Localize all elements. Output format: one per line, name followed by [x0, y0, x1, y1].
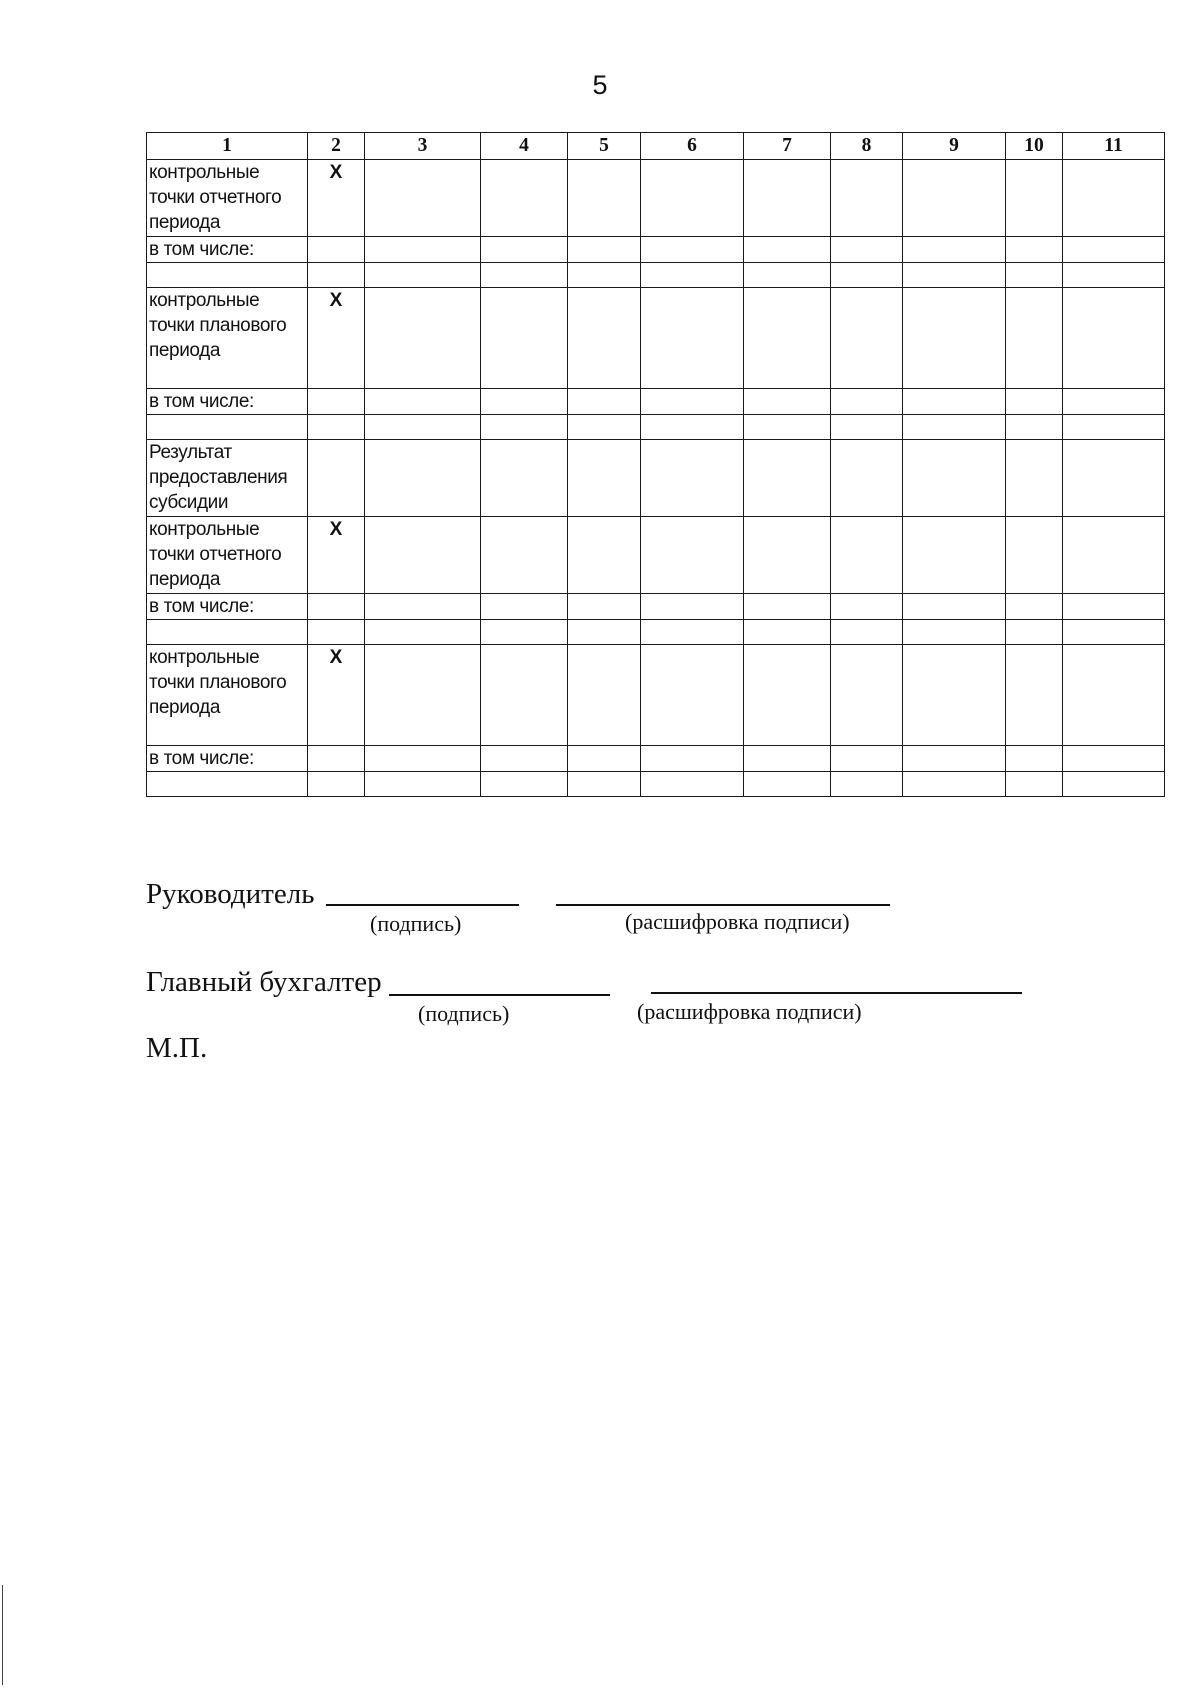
row-label: контрольные точки планового периода [147, 288, 308, 389]
table-row [147, 440, 1165, 517]
table-cell [1006, 746, 1063, 772]
head-signature-caption: (подпись) [370, 911, 462, 936]
row-mark [308, 594, 365, 620]
row-label: в том числе: [147, 746, 308, 772]
table-cell [744, 389, 831, 415]
table-cell [831, 160, 903, 237]
table-cell [831, 517, 903, 594]
table-cell [641, 517, 744, 594]
column-header: 5 [568, 133, 641, 160]
table-row [147, 237, 1165, 263]
table-cell [481, 440, 568, 517]
seal-label: М.П. [146, 1032, 208, 1064]
table-row [147, 160, 1165, 237]
chief-accountant-label: Главный бухгалтер [146, 966, 382, 998]
table-cell [744, 263, 831, 288]
table-cell [568, 620, 641, 645]
table-cell [903, 772, 1006, 797]
row-label [147, 415, 308, 440]
table-cell [481, 620, 568, 645]
table-cell [1063, 440, 1165, 517]
column-header: 2 [308, 133, 365, 160]
table-row [147, 746, 1165, 772]
table-cell [1006, 237, 1063, 263]
table-cell [568, 594, 641, 620]
row-mark [308, 620, 365, 645]
table-cell [831, 620, 903, 645]
table-cell [481, 160, 568, 237]
row-label: Результат предоставления субсидии [147, 440, 308, 517]
table-cell [1063, 288, 1165, 389]
table-cell [744, 645, 831, 746]
table-cell [831, 594, 903, 620]
table-cell [831, 263, 903, 288]
table-cell [641, 160, 744, 237]
table-cell [641, 415, 744, 440]
table-cell [365, 517, 481, 594]
table-cell [1006, 160, 1063, 237]
table-cell [568, 440, 641, 517]
table-cell [1063, 389, 1165, 415]
table-cell [568, 389, 641, 415]
table-cell [831, 389, 903, 415]
chief-accountant-decoding-caption: (расшифровка подписи) [637, 999, 862, 1024]
table-cell [481, 415, 568, 440]
table-cell [481, 237, 568, 263]
table-cell [1006, 263, 1063, 288]
row-label [147, 263, 308, 288]
row-label: в том числе: [147, 237, 308, 263]
table-cell [481, 772, 568, 797]
table-cell [641, 620, 744, 645]
table-cell [568, 237, 641, 263]
table-cell [1006, 772, 1063, 797]
table-cell [365, 288, 481, 389]
row-label: контрольные точки отчетного периода [147, 517, 308, 594]
table-cell [365, 620, 481, 645]
table-cell [641, 263, 744, 288]
row-mark [308, 263, 365, 288]
table-cell [1006, 415, 1063, 440]
table-cell [831, 746, 903, 772]
table-cell [481, 594, 568, 620]
table-cell [744, 620, 831, 645]
scan-margin-mark [2, 1585, 3, 1685]
table-cell [641, 389, 744, 415]
table-cell [903, 440, 1006, 517]
page-number: 5 [592, 70, 608, 100]
table-cell [568, 415, 641, 440]
column-header: 8 [831, 133, 903, 160]
row-mark [308, 389, 365, 415]
table-row [147, 263, 1165, 288]
table-cell [568, 288, 641, 389]
table-cell [744, 237, 831, 263]
table-cell [641, 772, 744, 797]
table-cell [831, 237, 903, 263]
table-cell [1063, 517, 1165, 594]
table-cell [641, 746, 744, 772]
row-mark: X [308, 288, 365, 389]
table-cell [1063, 594, 1165, 620]
row-label: контрольные точки отчетного периода [147, 160, 308, 237]
column-header: 6 [641, 133, 744, 160]
table-row [147, 772, 1165, 797]
table-row [147, 517, 1165, 594]
table-cell [365, 263, 481, 288]
table-row [147, 415, 1165, 440]
table-cell [744, 440, 831, 517]
table-cell [1063, 645, 1165, 746]
row-label: в том числе: [147, 594, 308, 620]
table-cell [365, 772, 481, 797]
table-cell [903, 237, 1006, 263]
table-cell [365, 415, 481, 440]
row-label: в том числе: [147, 389, 308, 415]
head-signature-label: Руководитель [146, 878, 315, 910]
chief-accountant-decoding-line [651, 992, 1022, 994]
table-cell [903, 160, 1006, 237]
table-cell [1063, 415, 1165, 440]
table-cell [1006, 389, 1063, 415]
row-label [147, 772, 308, 797]
table-cell [1006, 517, 1063, 594]
table-cell [365, 594, 481, 620]
table-cell [481, 517, 568, 594]
table-cell [1006, 288, 1063, 389]
table-cell [903, 263, 1006, 288]
table-cell [744, 594, 831, 620]
table-cell [903, 746, 1006, 772]
row-mark [308, 746, 365, 772]
table-cell [641, 440, 744, 517]
table-cell [1063, 620, 1165, 645]
table-cell [568, 645, 641, 746]
table-cell [641, 645, 744, 746]
table-cell [1063, 263, 1165, 288]
column-header: 3 [365, 133, 481, 160]
table-cell [1006, 440, 1063, 517]
table-cell [744, 415, 831, 440]
table-cell [568, 160, 641, 237]
row-mark: X [308, 160, 365, 237]
table-cell [641, 594, 744, 620]
table-cell [365, 746, 481, 772]
table-cell [1006, 620, 1063, 645]
column-header: 10 [1006, 133, 1063, 160]
row-label: контрольные точки планового периода [147, 645, 308, 746]
chief-accountant-signature-line [389, 994, 610, 996]
table-cell [744, 160, 831, 237]
column-header: 7 [744, 133, 831, 160]
table-cell [744, 746, 831, 772]
column-header: 9 [903, 133, 1006, 160]
table-cell [481, 288, 568, 389]
table-cell [903, 645, 1006, 746]
table-cell [1063, 237, 1165, 263]
table-row [147, 645, 1165, 746]
table-cell [365, 645, 481, 746]
table-cell [481, 645, 568, 746]
table-cell [481, 389, 568, 415]
table-cell [365, 237, 481, 263]
table-cell [568, 746, 641, 772]
table-cell [903, 415, 1006, 440]
row-mark [308, 772, 365, 797]
table-cell [1063, 160, 1165, 237]
table-cell [568, 517, 641, 594]
row-mark: X [308, 517, 365, 594]
table-cell [1006, 594, 1063, 620]
table-cell [641, 237, 744, 263]
table-row [147, 288, 1165, 389]
table-cell [903, 594, 1006, 620]
row-mark [308, 237, 365, 263]
table-cell [481, 263, 568, 288]
table-cell [365, 440, 481, 517]
table-cell [744, 517, 831, 594]
table-cell [744, 288, 831, 389]
table-cell [641, 288, 744, 389]
table-cell [903, 389, 1006, 415]
table-row [147, 594, 1165, 620]
report-table [146, 132, 1165, 797]
row-mark [308, 415, 365, 440]
table-cell [903, 517, 1006, 594]
table-cell [831, 772, 903, 797]
row-mark [308, 440, 365, 517]
table-cell [568, 263, 641, 288]
row-label [147, 620, 308, 645]
head-signature-line [326, 904, 519, 906]
column-header: 1 [147, 133, 308, 160]
table-cell [744, 772, 831, 797]
table-cell [1063, 746, 1165, 772]
table-cell [568, 772, 641, 797]
table-cell [903, 620, 1006, 645]
table-cell [903, 288, 1006, 389]
table-cell [365, 160, 481, 237]
row-mark: X [308, 645, 365, 746]
table-cell [831, 415, 903, 440]
table-header-row [147, 133, 1165, 160]
table-cell [831, 288, 903, 389]
table-cell [481, 746, 568, 772]
table-cell [831, 440, 903, 517]
column-header: 4 [481, 133, 568, 160]
column-header: 11 [1063, 133, 1165, 160]
table-cell [831, 645, 903, 746]
chief-accountant-signature-caption: (подпись) [418, 1001, 510, 1026]
head-decoding-caption: (расшифровка подписи) [625, 909, 850, 934]
table-cell [1006, 645, 1063, 746]
head-decoding-line [556, 904, 890, 906]
table-row [147, 389, 1165, 415]
table-cell [1063, 772, 1165, 797]
table-row [147, 620, 1165, 645]
table-cell [365, 389, 481, 415]
